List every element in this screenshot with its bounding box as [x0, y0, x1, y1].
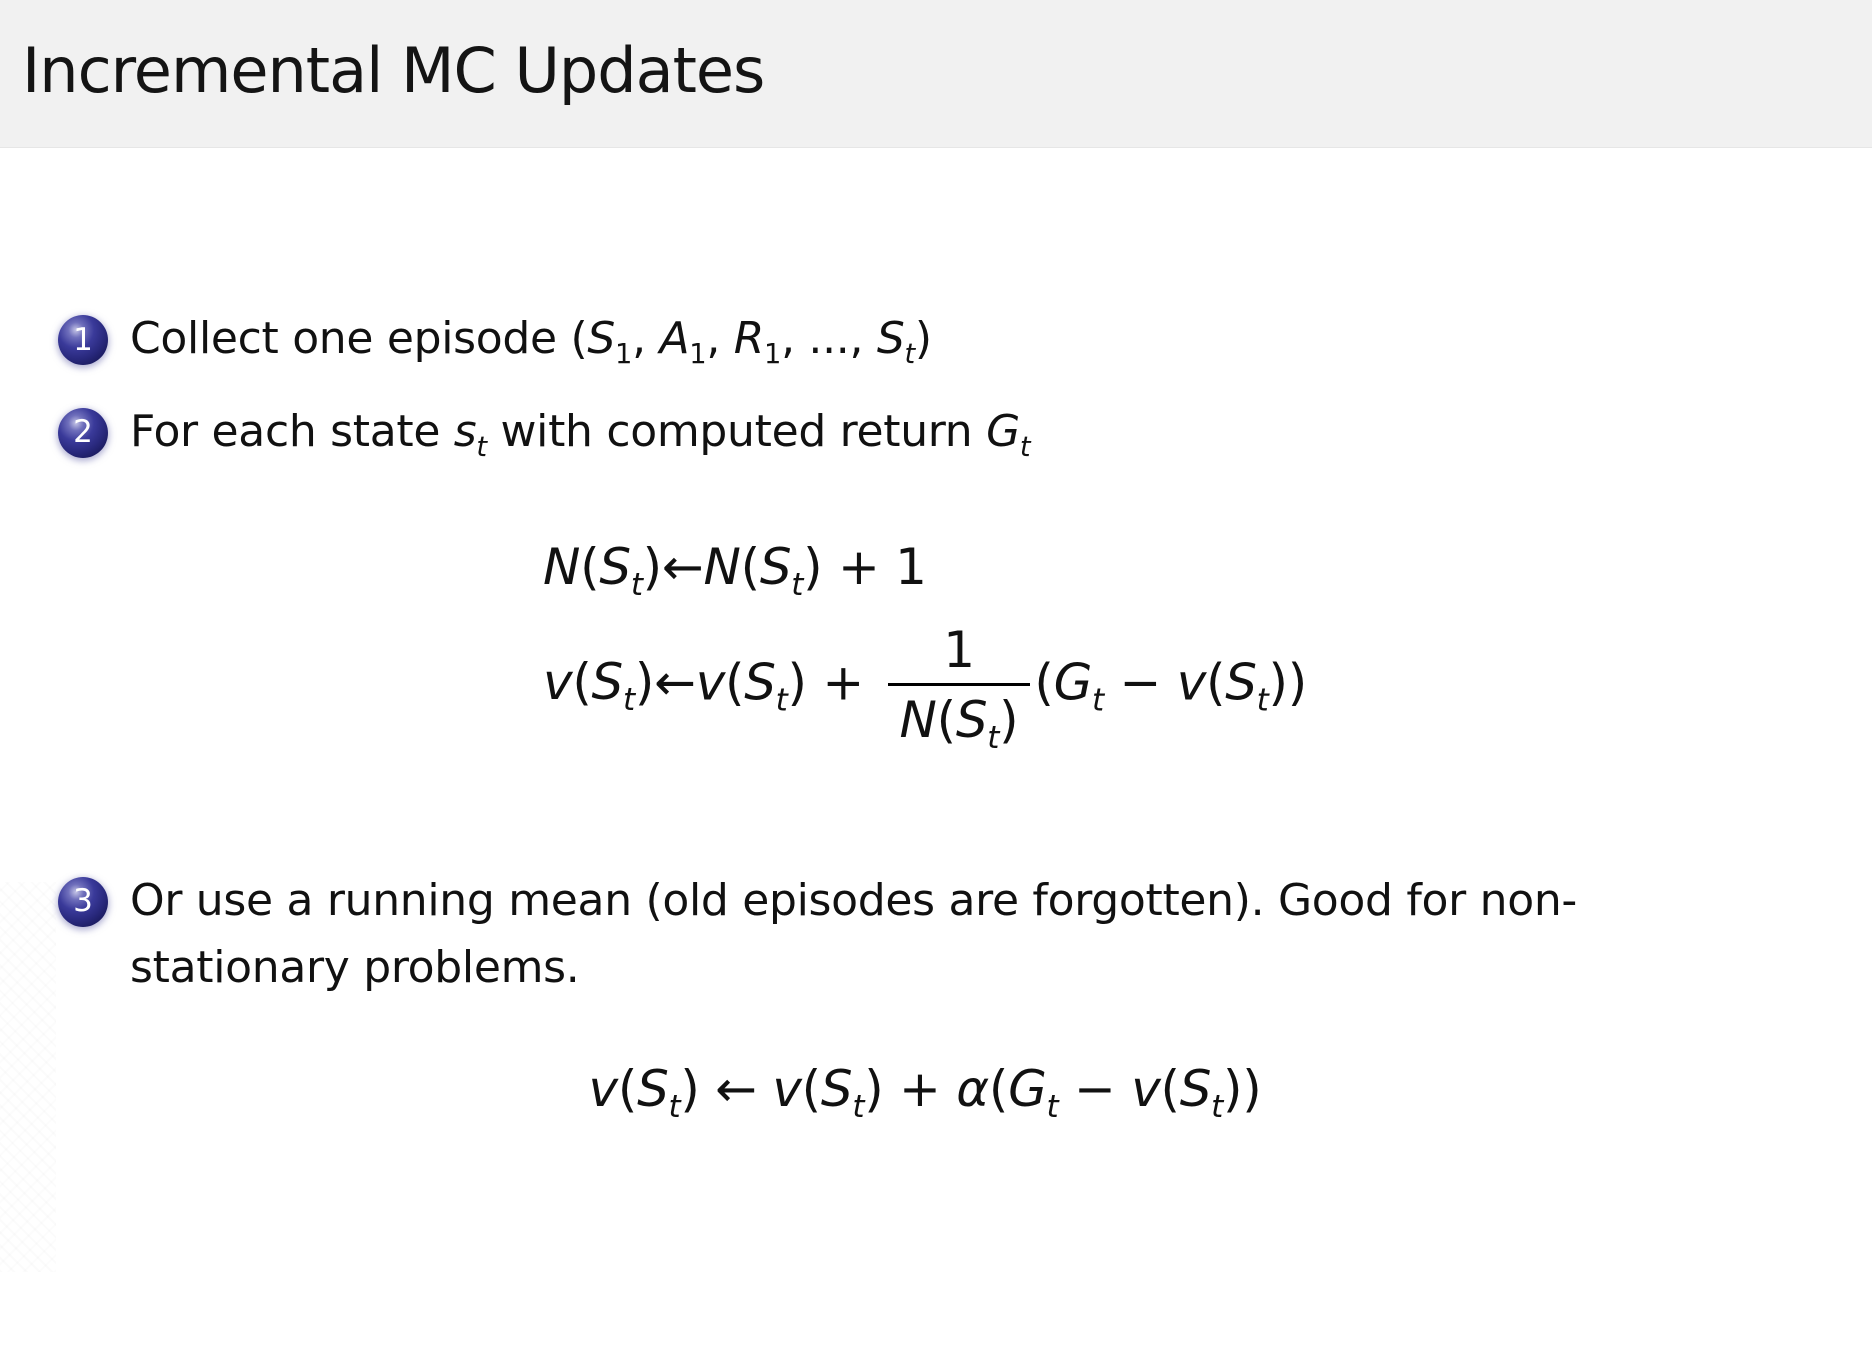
equation-count-update-rhs: $\leftarrow N(S_t) + 1$: [661, 537, 927, 603]
equation-running-mean: $v(S_t)$ ← $v(S_t) + \alpha(G_t - v(S_t))$: [588, 1059, 1262, 1125]
item-3-number-badge: [58, 877, 108, 927]
item-1-number-badge: [58, 315, 108, 365]
list-item-2: [58, 399, 1792, 466]
equation-count-update: [543, 537, 1307, 603]
slide-body: [0, 306, 1872, 1125]
list-item-3: [58, 868, 1792, 1002]
item-2-number-badge: [58, 408, 108, 458]
list-item-1: [58, 306, 1792, 373]
item-2-number: 2: [73, 414, 93, 451]
fraction-numerator: 1: [943, 620, 975, 679]
fraction-denominator: $N(S_t)$: [888, 683, 1031, 750]
slide-title-bar: [0, 0, 1872, 148]
item-3-number: 3: [73, 883, 93, 920]
equation-align-block: [543, 537, 1307, 757]
equation-mean-update: [543, 596, 1307, 757]
item-1-number: 1: [73, 321, 93, 358]
fraction: [888, 620, 1031, 757]
equation-mean-update-rhs: $\leftarrow v(S_t)$ + $\frac{1}{N(S_t)}$ $(G_t - v(S_t))$: [654, 620, 1307, 757]
item-1-text: Collect one episode ($S_1$, $A_1$, $R_1$, ..., $S_t$): [130, 313, 932, 370]
equation-mean-update-lhs: $v(S_t)$: [543, 653, 655, 719]
slide-title: Incremental MC Updates: [22, 34, 765, 107]
equation-count-update-lhs: $N(S_t)$: [543, 537, 662, 603]
item-3-text: Or use a running mean (old episodes are forgotten). Good for non-stationary problems.: [130, 874, 1578, 993]
item-2-text: For each state $s_t$ with computed return $G_t$: [130, 405, 1031, 463]
